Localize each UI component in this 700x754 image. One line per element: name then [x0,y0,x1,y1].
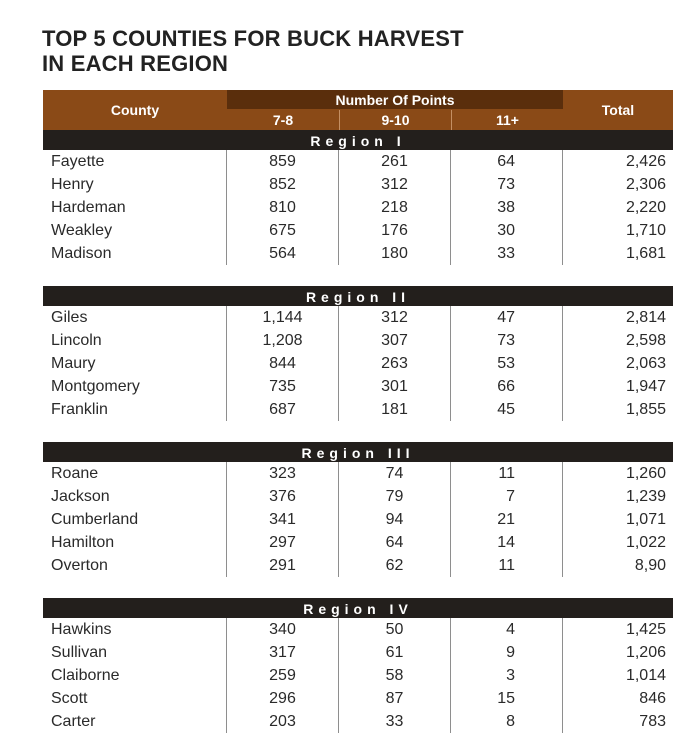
table-row [43,219,673,242]
county-cell: Henry [43,173,227,196]
points-9-10-cell: 74 [339,462,451,485]
total-cell: 1,681 [625,245,666,262]
points-9-10-cell: 263 [339,352,451,375]
points-9-10-cell: 33 [339,710,451,733]
points-11-plus-cell: 66 [451,375,563,398]
table-row [43,242,673,265]
region-group [43,286,673,421]
table-row [43,664,673,687]
table-row [43,352,673,375]
total-cell: 2,306 [625,176,666,193]
total-cell: 1,260 [625,465,666,482]
county-cell: Giles [43,306,227,329]
points-11-plus-cell: 7 [451,485,563,508]
points-7-8-cell: 376 [227,485,339,508]
county-cell: Hawkins [43,618,227,641]
points-7-8-cell: 1,208 [227,329,339,352]
table-row [43,375,673,398]
county-cell: Montgomery [43,375,227,398]
points-11-plus-cell: 21 [451,508,563,531]
county-cell: Sullivan [43,641,227,664]
county-cell: Scott [43,687,227,710]
region-header: Region III [43,442,673,462]
county-cell: Weakley [43,219,227,242]
points-9-10-cell: 218 [339,196,451,219]
region-spacer [43,421,673,442]
points-11-plus-cell: 33 [451,242,563,265]
table-row [43,710,673,733]
points-9-10-cell: 312 [339,173,451,196]
points-9-10-cell: 64 [339,531,451,554]
points-9-10-cell: 58 [339,664,451,687]
title-line-1: TOP 5 COUNTIES FOR BUCK HARVEST [42,26,464,51]
points-7-8-cell: 203 [227,710,339,733]
points-11-plus-cell: 64 [451,150,563,173]
points-11-plus-cell: 53 [451,352,563,375]
points-11-plus-cell: 38 [451,196,563,219]
county-cell: Claiborne [43,664,227,687]
region-header: Region IV [43,598,673,618]
points-7-8-cell: 341 [227,508,339,531]
total-cell: 1,710 [625,222,666,239]
table-row [43,641,673,664]
table-row [43,485,673,508]
points-7-8-cell: 297 [227,531,339,554]
table-row [43,150,673,173]
points-7-8-cell: 810 [227,196,339,219]
points-7-8-cell: 291 [227,554,339,577]
region-header: Region I [43,130,673,150]
points-7-8-cell: 1,144 [227,306,339,329]
total-cell: 2,598 [625,332,666,349]
points-11-plus-cell: 73 [451,329,563,352]
region-group [43,442,673,577]
county-cell: Fayette [43,150,227,173]
points-9-10-cell: 87 [339,687,451,710]
total-cell: 1,425 [625,621,666,638]
total-cell: 1,239 [625,488,666,505]
total-cell: 2,426 [625,153,666,170]
number-of-points-header: Number Of Points [227,90,563,109]
total-cell: 846 [639,690,666,707]
county-cell: Lincoln [43,329,227,352]
points-11-plus-cell: 15 [451,687,563,710]
table-row [43,196,673,219]
total-cell: 1,022 [625,534,666,551]
table-row [43,531,673,554]
table-row [43,687,673,710]
region-header: Region II [43,286,673,306]
points-9-10-cell: 61 [339,641,451,664]
region-group [43,130,673,265]
county-cell: Cumberland [43,508,227,531]
county-cell: Hardeman [43,196,227,219]
points-11-plus-cell: 11 [451,462,563,485]
points-11-plus-cell: 14 [451,531,563,554]
county-cell: Carter [43,710,227,733]
points-9-10-cell: 94 [339,508,451,531]
harvest-table [43,90,673,733]
region-group [43,598,673,733]
points-7-8-cell: 687 [227,398,339,421]
points-9-10-cell: 181 [339,398,451,421]
total-cell: 1,855 [625,401,666,418]
points-11-plus-cell: 9 [451,641,563,664]
regions-container [43,130,673,733]
points-9-10-header: 9-10 [339,110,451,130]
points-7-8-cell: 564 [227,242,339,265]
points-9-10-cell: 176 [339,219,451,242]
region-spacer [43,577,673,598]
county-cell: Madison [43,242,227,265]
table-row [43,462,673,485]
table-row [43,508,673,531]
page-title [42,26,662,76]
points-7-8-header: 7-8 [272,112,294,128]
points-9-10-cell: 301 [339,375,451,398]
points-7-8-cell: 844 [227,352,339,375]
table-header [43,90,673,130]
county-cell: Jackson [43,485,227,508]
table-row [43,554,673,577]
total-cell: 1,071 [625,511,666,528]
table-row [43,618,673,641]
points-9-10-cell: 50 [339,618,451,641]
points-9-10-cell: 261 [339,150,451,173]
points-7-8-cell: 259 [227,664,339,687]
title-line-2: IN EACH REGION [42,51,229,76]
points-11-plus-cell: 11 [451,554,563,577]
total-cell: 8,90 [634,557,666,574]
county-cell: Overton [43,554,227,577]
total-cell: 2,814 [625,309,666,326]
points-9-10-cell: 79 [339,485,451,508]
region-spacer [43,265,673,286]
points-11-plus-cell: 45 [451,398,563,421]
table-row [43,306,673,329]
points-7-8-cell: 323 [227,462,339,485]
table-row [43,329,673,352]
total-cell: 2,220 [625,199,666,216]
points-11-plus-cell: 8 [451,710,563,733]
county-cell: Franklin [43,398,227,421]
points-11-plus-cell: 73 [451,173,563,196]
points-11-plus-header: 11+ [451,110,563,130]
points-11-plus-cell: 30 [451,219,563,242]
table-row [43,173,673,196]
points-7-8-cell: 317 [227,641,339,664]
county-cell: Roane [43,462,227,485]
points-11-plus-cell: 4 [451,618,563,641]
points-9-10-cell: 180 [339,242,451,265]
points-11-plus-cell: 3 [451,664,563,687]
points-7-8-cell: 735 [227,375,339,398]
county-cell: Maury [43,352,227,375]
county-column-header: County [110,102,160,118]
points-9-10-cell: 307 [339,329,451,352]
points-11-plus-cell: 47 [451,306,563,329]
points-7-8-cell: 852 [227,173,339,196]
table-row [43,398,673,421]
points-7-8-cell: 340 [227,618,339,641]
points-7-8-cell: 296 [227,687,339,710]
total-column-header: Total [601,102,635,118]
total-cell: 1,206 [625,644,666,661]
points-9-10-cell: 62 [339,554,451,577]
total-cell: 2,063 [625,355,666,372]
total-cell: 783 [639,713,666,730]
points-7-8-cell: 675 [227,219,339,242]
points-9-10-cell: 312 [339,306,451,329]
total-cell: 1,014 [625,667,666,684]
total-cell: 1,947 [625,378,666,395]
points-7-8-cell: 859 [227,150,339,173]
county-cell: Hamilton [43,531,227,554]
